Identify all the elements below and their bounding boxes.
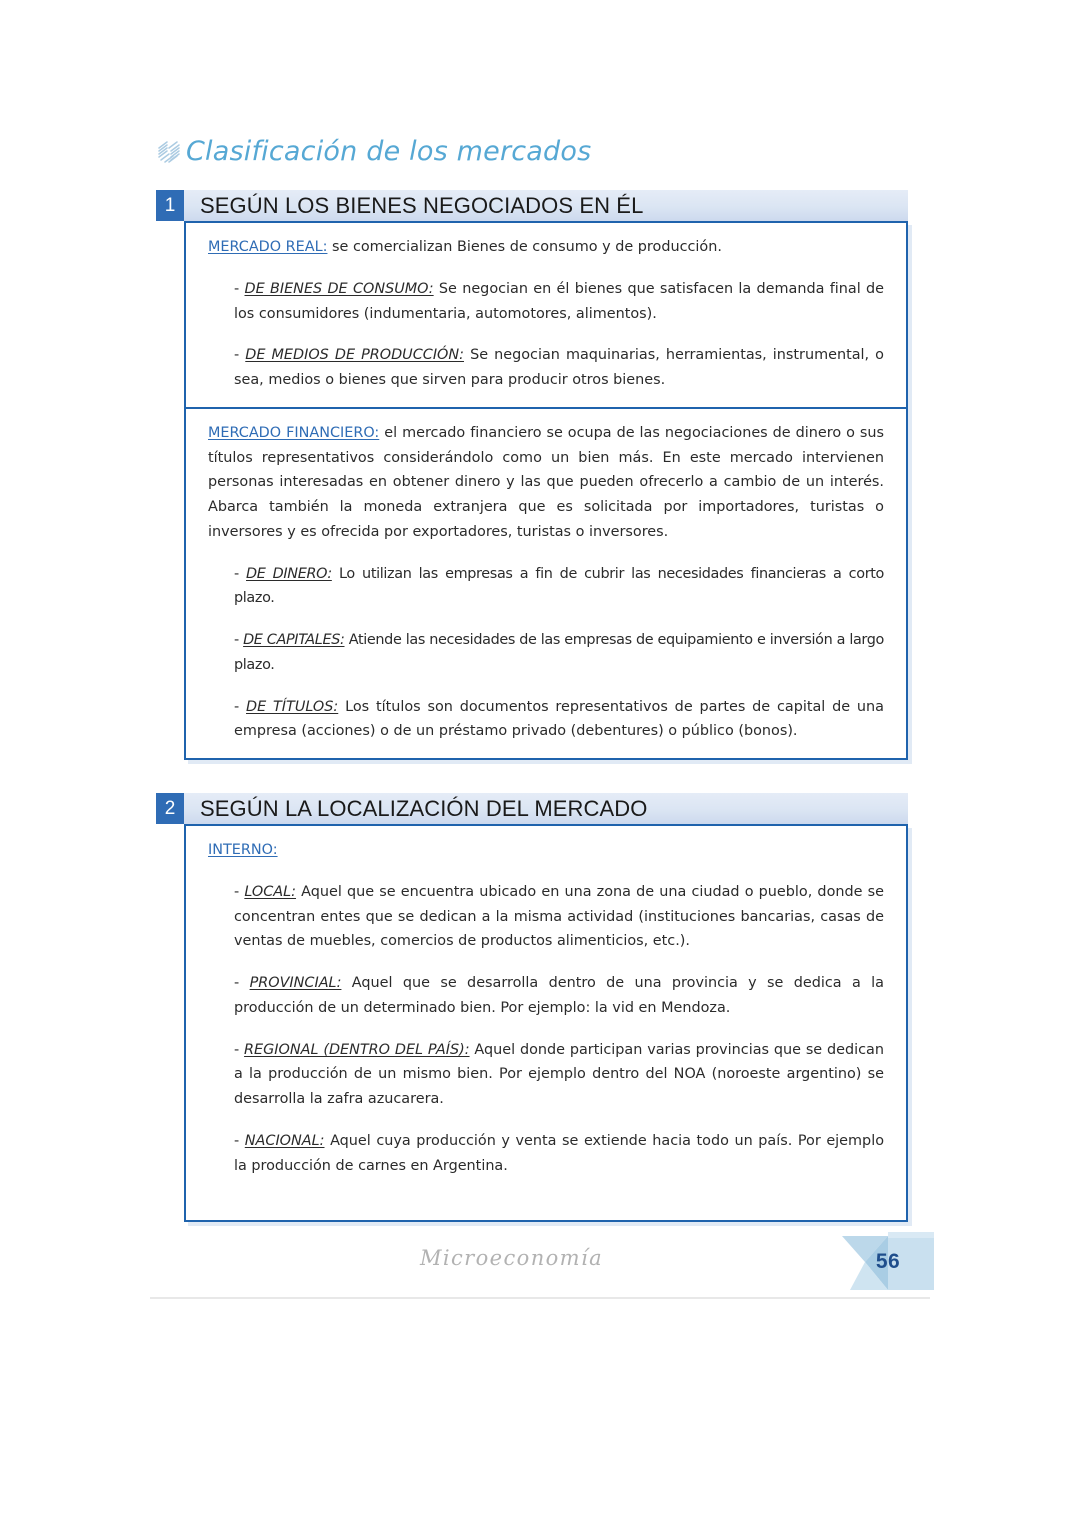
paragraph-text: se comercializan Bienes de consumo y de producción. [327,239,722,255]
term-label: DE CAPITALES: [243,632,345,649]
paragraph-text: Aquel que se desarrolla dentro de una provincia y se dedica a la producción de un determinado bien. Por ejemplo: la vid en Mendoza. [234,975,884,1016]
section-1-heading: SEGÚN LOS BIENES NEGOCIADOS EN ÉL [200,192,644,218]
term-label: MERCADO REAL: [208,239,328,255]
dash: - [234,975,250,992]
paragraph [208,838,884,863]
page-number: 56 [875,1250,901,1273]
paragraph-text: Se negocian maquinarias, herramientas, instrumental, o sea, medios o bienes que sirven para producir otros bienes. [234,347,884,389]
dash: - [234,883,245,900]
section-1-number: 1 [156,190,184,221]
book-title-label: Microeconomía [420,1246,604,1270]
paragraph-text: Lo utilizan las empresas a fin de cubrir las necesidades financieras a corto plazo. [234,565,885,607]
term-label: MERCADO FINANCIERO: [208,424,380,441]
paragraph-text: Aquel que se encuentra ubicado en una zona de una ciudad o pueblo, donde se concentran entes que se dedican a la misma actividad (instituciones bancarias, casas de ventas de muebles, comercios de productos alimenticios, etc.). [234,883,884,950]
paragraph-text: Aquel cuya producción y venta se extiende hacia todo un país. Por ejemplo la producción de carnes en Argentina. [234,1132,884,1174]
dash: - [234,1041,245,1058]
dash: - [234,1132,245,1149]
section-2-number: 2 [156,793,184,824]
block-mercado-financiero [186,407,906,758]
section-2-heading: SEGÚN LA LOCALIZACIÓN DEL MERCADO [200,795,648,821]
paragraph-text: Se negocian en él bienes que satisfacen la demanda final de los consumidores (indumentaria, automotores, alimentos). [234,280,884,322]
section-2-header [156,793,908,824]
term-label: NACIONAL: [244,1132,325,1149]
block-interno [186,826,906,1192]
hatched-diamond-icon [156,139,182,165]
page-title-text: Clasificación de los mercados [186,136,592,167]
term-label: DE DINERO: [246,565,332,582]
paragraph [208,1038,884,1112]
page-number-badge [842,1232,934,1298]
term-label: DE TÍTULOS: [246,698,339,715]
paragraph [208,880,884,954]
dash: - [234,280,245,297]
paragraph [208,695,884,745]
paragraph [208,1129,884,1179]
block-mercado-real [186,223,906,407]
page-title [156,138,591,165]
term-label: PROVINCIAL: [249,975,342,992]
page-footer [0,1238,1080,1308]
section-1-header [156,190,908,221]
paragraph [208,343,884,393]
term-label: REGIONAL (DENTRO DEL PAÍS): [244,1041,470,1058]
paragraph-text: el mercado financiero se ocupa de las negociaciones de dinero o sus títulos representativos considerándolo como un bien más. En este mercado intervienen personas interesadas en obtener dinero y las que pueden ofrecerlo a cambio de un interés. Abarca también la moneda extranjera que es solicitada por importadores, turistas o inversores y es ofrecida por exportadores, turistas o inversores. [208,424,884,540]
paragraph [208,628,884,678]
section-2 [156,793,908,1222]
footer-divider [150,1297,930,1299]
dash: - [234,347,246,364]
term-label: LOCAL: [244,883,297,900]
section-1 [156,190,908,760]
paragraph [208,421,884,545]
dash: - [234,565,247,582]
paragraph [208,562,884,612]
paragraph-text: Aquel donde participan varias provincias que se dedican a la producción de un mismo bien. Por ejemplo dentro del NOA (noroeste argentino) se desarrolla la zafra azucarera. [234,1041,884,1108]
term-label: INTERNO: [208,842,278,858]
paragraph [208,971,884,1021]
paragraph [208,277,884,327]
paragraph-text: Los títulos son documentos representativos de partes de capital de una empresa (acciones) o de un préstamo privado (debentures) o público (bonos). [234,698,884,740]
dash: - [234,698,247,715]
paragraph [208,235,884,260]
term-label: DE MEDIOS DE PRODUCCIÓN: [245,347,464,364]
term-label: DE BIENES DE CONSUMO: [244,280,434,297]
paragraph-text: Atiende las necesidades de las empresas de equipamiento e inversión a largo plazo. [234,632,884,673]
section-2-body [184,824,908,1222]
dash: - [234,632,244,649]
section-1-body [184,221,908,760]
